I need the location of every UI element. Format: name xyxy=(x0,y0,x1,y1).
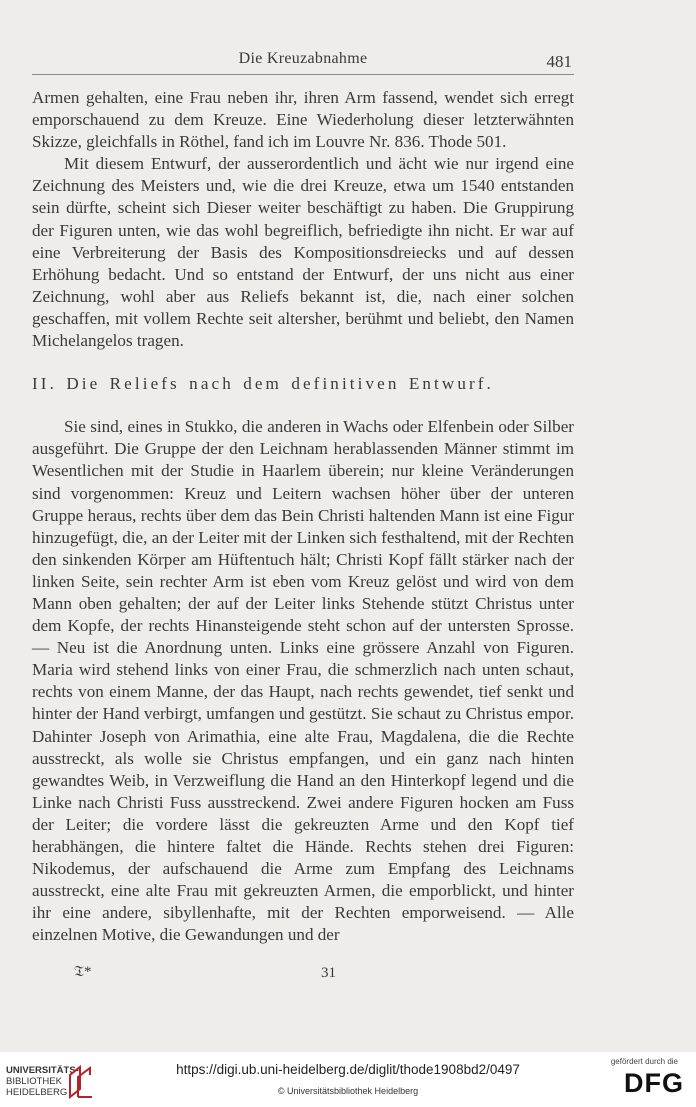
library-name-line-1: UNIVERSITÄTS- xyxy=(6,1065,79,1076)
library-name-line-2: BIBLIOTHEK xyxy=(6,1076,62,1087)
paragraph-1: Armen gehalten, eine Frau neben ihr, ihren Arm fassend, wendet sich erregt emporschauend zu dem Kreuze. Eine Wiederholung dieser letzterwähnten Skizze, gleichfalls in Röthel, fand ich im Louvre Nr. 836. Thode 501. xyxy=(32,88,574,152)
page-number: 481 xyxy=(546,52,572,71)
signature-mark: 𝔗* xyxy=(74,964,92,980)
section-heading: II. Die Reliefs nach dem definitiven Entwurf. xyxy=(32,374,494,394)
page-url-link[interactable]: https://digi.ub.uni-heidelberg.de/diglit/thode1908bd2/0497 xyxy=(176,1062,520,1077)
running-head: Die Kreuzabnahme xyxy=(238,50,368,67)
viewer-footer xyxy=(0,1052,696,1107)
sheet-number: 31 xyxy=(321,965,336,981)
paragraph-3: Sie sind, eines in Stukko, die anderen in Wachs oder Elfenbein oder Silber ausgeführt. Die Gruppe der den Leichnam herablassenden Männer stimmt im Wesentlichen mit der Studie in Haarlem überein; nur kleine Veränderungen sind vorgenommen: Kreuz und Leitern wachsen höher über der unteren Gruppe heraus, rechts über dem das Bein Christi haltenden Mann ist eine Figur hinzugefügt, die, an der Leiter mit der Linken sich festhaltend, mit der Rechten den sinkenden Körper am Hüftentuch hält; Christi Kopf fällt stärker nach der linken Seite, sein rechter Arm ist eben vom Kreuz gelöst und wird von dem Mann oben gehalten; der auf der Leiter links Stehende stützt Christus unter dem Kopfe, der rechts Hinansteigende steht schon auf der untersten Sprosse. — Neu ist die Anordnung unten. Links eine grössere Anzahl von Figuren. Maria wird stehend links von einer Frau, die schmerzlich nach unten schaut, rechts von einem Manne, der das Haupt, nach rechts gewendet, tief senkt und hinter der Hand verbirgt, umfangen und gestützt. Sie schaut zu Christus empor. Dahinter Joseph von Arimathia, eine alte Frau, Magdalena, die die Rechte ausstreckt, als wolle sie Christus empfangen, und ein ganz nach hinten gewandtes Weib, in Verzweiflung die Hand an den Hinterkopf legend und die Linke nach Christi Fuss ausstreckend. Zwei andere Figuren hocken am Fuss der Leiter; die vordere lässt die gekreuzten Arme und den Kopf tief herabhängen, die hintere faltet die Hände. Rechts stehen drei Figuren: Nikodemus, der aufschauend die Arme zum Empfang des Leichnams ausstreckt, eine alte Frau mit gekreuzten Armen, die emporblickt, und hinter ihr eine andere, sibyllenhafte, mit der Rechten emporweisend. — Alle einzelnen Motive, die Gewandungen und der xyxy=(32,417,574,945)
funding-note: gefördert durch die xyxy=(610,1057,678,1066)
body-text xyxy=(32,87,574,946)
paragraph-2: Mit diesem Entwurf, der ausserordentlich und ächt wie nur irgend eine Zeichnung des Meisters und, wie die drei Kreuze, etwa um 1540 entstanden sein dürfte, scheint sich Dieser weiter beschäftigt zu haben. Die Gruppirung der Figuren unten, wie das wohl begreiflich, befriedigte ihn nicht. Er war auf eine Verbreiterung der Basis des Kompositionsdreiecks und auf dessen Erhöhung bedacht. Und so entstand der Entwurf, der uns nicht aus einer Zeichnung, wohl aber aus Reliefs bekannt ist, die, nach einer solchen geschaffen, mit vollem Rechte seit altersher, berühmt und beliebt, den Namen Michelangelos tragen. xyxy=(32,154,574,351)
dfg-logo: DFG xyxy=(624,1068,684,1098)
copyright-notice: © Universitätsbibliothek Heidelberg xyxy=(277,1086,419,1096)
page-header xyxy=(32,50,574,75)
library-name-line-3: HEIDELBERG xyxy=(6,1087,68,1098)
